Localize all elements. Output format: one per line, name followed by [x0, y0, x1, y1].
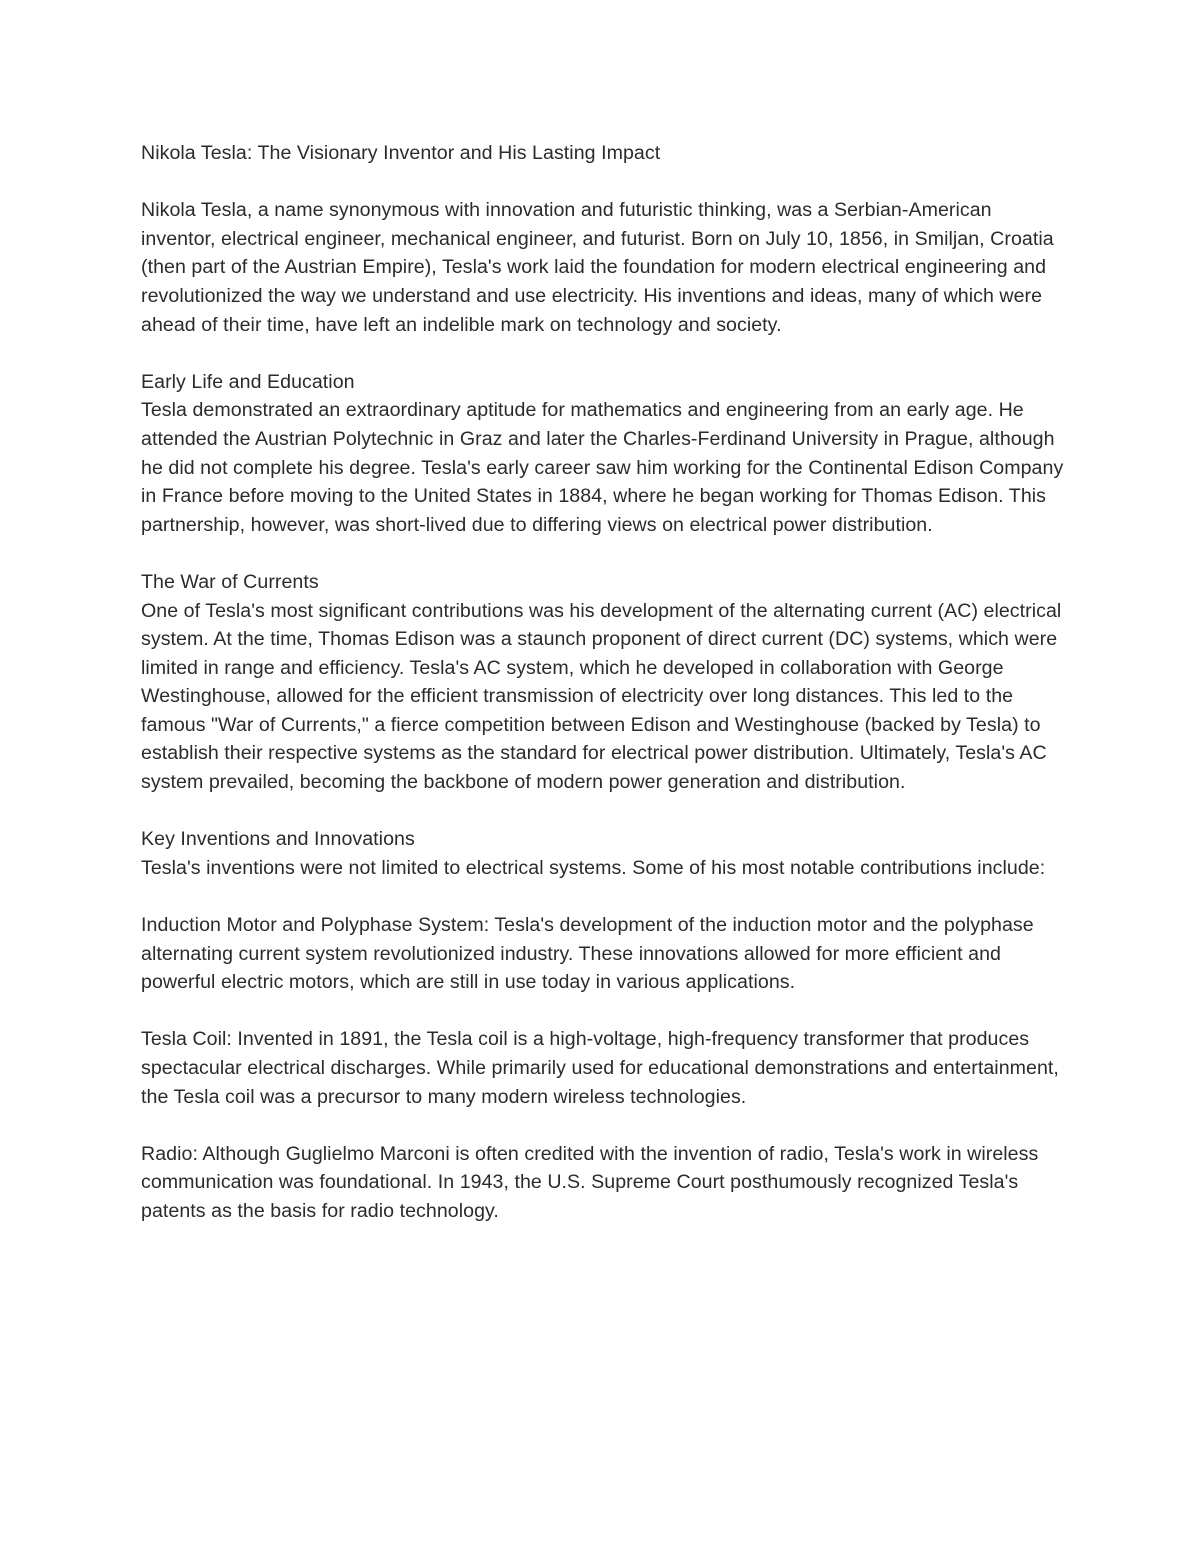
- document-body: [141, 139, 1066, 1254]
- section-key-inventions: [141, 825, 1066, 882]
- section-war-of-currents: [141, 568, 1066, 797]
- intro-paragraph: Nikola Tesla, a name synonymous with innovation and futuristic thinking, was a Serbian-American inventor, electrical engineer, mechanical engineer, and futurist. Born on July 10, 1856, in Smiljan, Croatia (then part of the Austrian Empire), Tesla's work laid the foundation for modern electrical engineering and revolutionized the way we understand and use electricity. His inventions and ideas, many of which were ahead of their time, have left an indelible mark on technology and society.: [141, 199, 1054, 336]
- section-heading: The War of Currents: [141, 570, 319, 593]
- section-heading: Early Life and Education: [141, 370, 355, 393]
- section-heading: Key Inventions and Innovations: [141, 828, 415, 851]
- invention-item-radio: Radio: Although Guglielmo Marconi is often credited with the invention of radio, Tesla's work in wireless communication was foundational. In 1943, the U.S. Supreme Court posthumously recognized Tesla's patents as the basis for radio technology.: [141, 1142, 1039, 1222]
- section-early-life: [141, 368, 1066, 540]
- section-paragraph: One of Tesla's most significant contributions was his development of the alternating current (AC) electrical system. At the time, Thomas Edison was a staunch proponent of direct current (DC) systems, which were limited in range and efficiency. Tesla's AC system, which he developed in collaboration with George Westinghouse, allowed for the efficient transmission of electricity over long distances. This led to the famous "War of Currents," a fierce competition between Edison and Westinghouse (backed by Tesla) to establish their respective systems as the standard for electrical power distribution. Ultimately, Tesla's AC system prevailed, becoming the backbone of modern power generation and distribution.: [141, 599, 1062, 794]
- invention-item-tesla-coil: Tesla Coil: Invented in 1891, the Tesla coil is a high-voltage, high-frequency transformer that produces spectacular electrical discharges. While primarily used for educational demonstrations and entertainment, the Tesla coil was a precursor to many modern wireless technologies.: [141, 1028, 1059, 1108]
- section-paragraph: Tesla demonstrated an extraordinary aptitude for mathematics and engineering from an early age. He attended the Austrian Polytechnic in Graz and later the Charles-Ferdinand University in Prague, although he did not complete his degree. Tesla's early career saw him working for the Continental Edison Company in France before moving to the United States in 1884, where he began working for Thomas Edison. This partnership, however, was short-lived due to differing views on electrical power distribution.: [141, 399, 1064, 536]
- document-title: Nikola Tesla: The Visionary Inventor and His Lasting Impact: [141, 142, 661, 164]
- invention-item-induction-motor: Induction Motor and Polyphase System: Tesla's development of the induction motor and the polyphase alternating current system revolutionized industry. These innovations allowed for more efficient and powerful electric motors, which are still in use today in various applications.: [141, 914, 1034, 994]
- section-paragraph: Tesla's inventions were not limited to electrical systems. Some of his most notable contributions include:: [141, 856, 1046, 879]
